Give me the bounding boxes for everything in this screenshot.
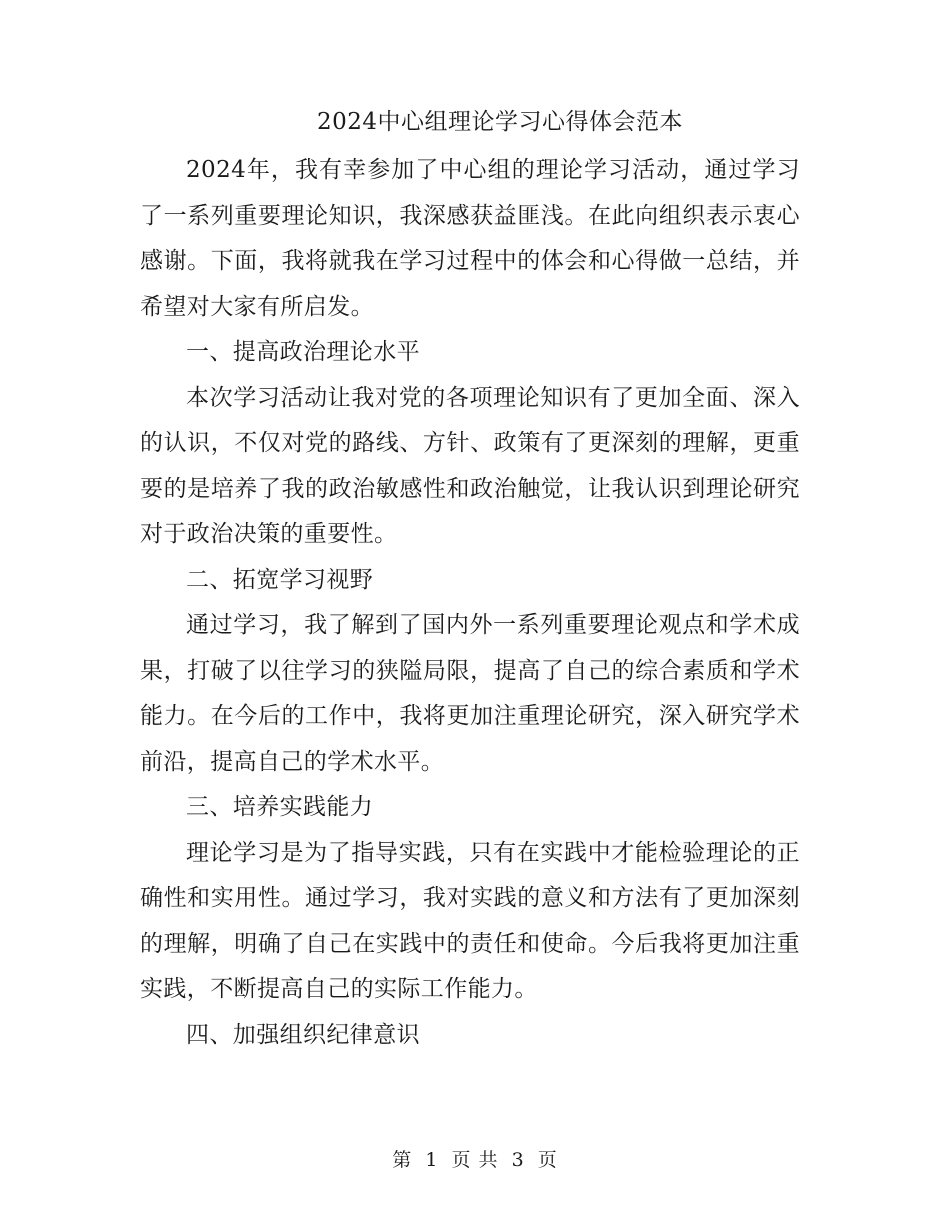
- section-paragraph-2: 通过学习，我了解到了国内外一系列重要理论观点和学术成果，打破了以往学习的狭隘局限，提高了自己的综合素质和学术能力。在今后的工作中，我将更加注重理论研究，深入研究学术前沿，提高自己的学术水平。: [140, 612, 800, 775]
- footer-suffix: 页: [537, 1149, 558, 1171]
- page-footer: [0, 1146, 950, 1174]
- footer-total-pages: 3: [511, 1149, 525, 1171]
- footer-page-number: 1: [425, 1149, 439, 1171]
- section-paragraph-3: 理论学习是为了指导实践，只有在实践中才能检验理论的正确性和实用性。通过学习，我对实践的意义和方法有了更加深刻的理解，明确了自己在实践中的责任和使命。今后我将更加注重实践，不断提高自己的实际工作能力。: [140, 839, 800, 1002]
- section-heading-1: 一、提高政治理论水平: [186, 339, 420, 365]
- section-heading-2: 二、拓宽学习视野: [186, 566, 374, 593]
- section-heading-4: 四、加强组织纪律意识: [186, 1021, 420, 1048]
- document-title: 2024中心组理论学习心得体会范本: [316, 109, 684, 135]
- footer-middle: 页 共: [451, 1149, 499, 1171]
- footer-prefix: 第: [392, 1149, 413, 1171]
- document-body: [140, 148, 800, 1058]
- section-paragraph-1: 本次学习活动让我对党的各项理论知识有了更加全面、深入的认识，不仅对党的路线、方针、政策有了更深刻的理解，更重要的是培养了我的政治敏感性和政治触觉，让我认识到理论研究对于政治决策的重要性。: [140, 384, 800, 547]
- section-heading-3: 三、培养实践能力: [186, 794, 374, 820]
- intro-paragraph: 2024年，我有幸参加了中心组的理论学习活动，通过学习了一系列重要理论知识，我深感获益匪浅。在此向组织表示衷心感谢。下面，我将就我在学习过程中的体会和心得做一总结，并希望对大家有所启发。: [140, 157, 800, 320]
